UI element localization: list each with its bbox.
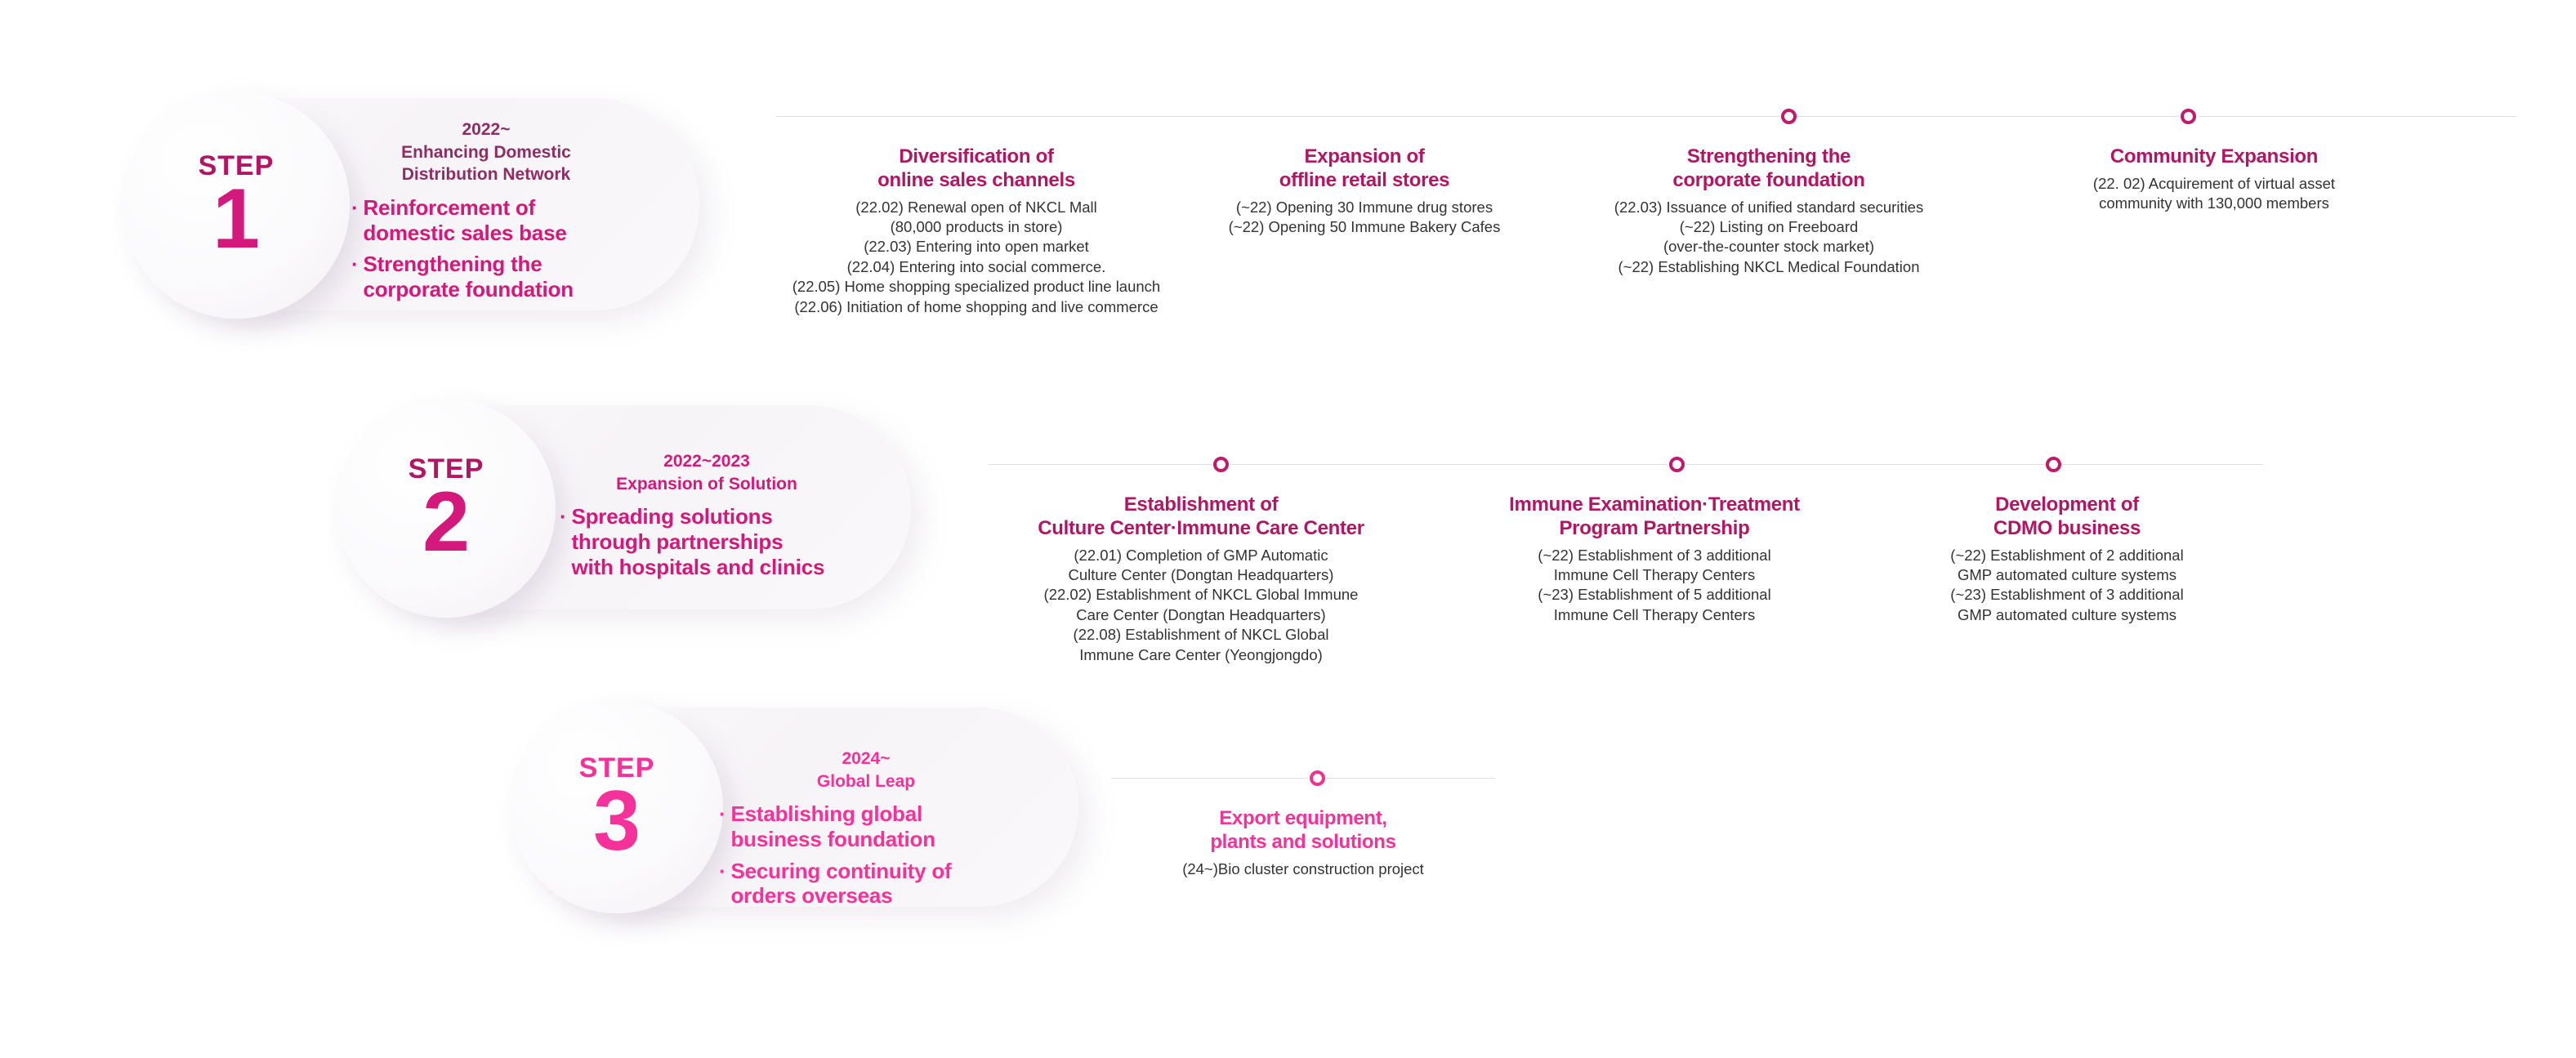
step-3-period: 2024~ bbox=[842, 749, 891, 768]
timeline-node-1[interactable] bbox=[1310, 770, 1325, 786]
timeline-node-2[interactable] bbox=[2181, 109, 2196, 124]
bullet-marker-icon: · bbox=[560, 504, 567, 529]
step-2-bullet-1 bbox=[560, 504, 854, 579]
step-1-number: 1 bbox=[212, 172, 260, 267]
step-1-text bbox=[351, 119, 621, 302]
milestone-title: Development of CDMO business bbox=[1993, 493, 2141, 539]
step-2-bullets bbox=[560, 504, 854, 579]
detail-line: (~23) Establishment of 5 additional bbox=[1538, 586, 1771, 604]
milestone-details bbox=[2002, 174, 2426, 214]
step-1-bullet-1 bbox=[351, 195, 621, 245]
timeline-line bbox=[989, 464, 2263, 465]
step-3-bullet-2 bbox=[719, 859, 1013, 908]
detail-line: (22.02) Establishment of NKCL Global Immune bbox=[1043, 586, 1359, 604]
step-2-bullet-1-text: Spreading solutions through partnerships with hospitals and clinics bbox=[571, 504, 825, 579]
timeline-node-1[interactable] bbox=[1781, 109, 1797, 124]
step-1-bullet-1-text: Reinforcement of domestic sales base bbox=[363, 194, 567, 245]
step-3-number: 3 bbox=[593, 774, 641, 869]
step-3-label: STEP bbox=[578, 752, 655, 784]
milestone-details bbox=[1446, 546, 1863, 626]
step-1-period: 2022~ bbox=[462, 120, 511, 139]
step-3-milestone-1 bbox=[1107, 807, 1499, 879]
step-1-circle bbox=[123, 92, 350, 319]
detail-line: (~22) Opening 50 Immune Bakery Cafes bbox=[1228, 218, 1501, 235]
detail-line: (~22) Opening 30 Immune drug stores bbox=[1235, 198, 1493, 216]
step-1-bullet-2-text: Strengthening the corporate foundation bbox=[363, 252, 574, 301]
step-3-bullet-1-text: Establishing global business foundation bbox=[730, 801, 935, 851]
bullet-marker-icon: · bbox=[719, 858, 726, 883]
detail-line: (~23) Establishment of 3 additional bbox=[1950, 586, 2184, 604]
milestone-details bbox=[1107, 859, 1499, 879]
step-1-bullet-2 bbox=[351, 252, 621, 301]
milestone-title: Community Expansion bbox=[2109, 145, 2319, 167]
step-2-number: 2 bbox=[422, 475, 470, 570]
step-2-milestone-1 bbox=[972, 493, 1430, 665]
milestone-title: Establishment of Culture Center·Immune Care Center bbox=[1038, 493, 1364, 539]
detail-line: (~22) Establishment of 3 additional bbox=[1538, 546, 1771, 564]
detail-line: (22.04) Entering into social commerce. bbox=[846, 257, 1106, 275]
milestone-details bbox=[972, 546, 1430, 665]
step-1-milestone-3 bbox=[1569, 145, 1969, 277]
detail-line: community with 130,000 members bbox=[2099, 194, 2329, 212]
step-2-circle bbox=[337, 399, 556, 618]
step-2-period: 2022~2023 bbox=[663, 452, 750, 471]
detail-line: (22.08) Establishment of NKCL Global bbox=[1073, 626, 1329, 644]
milestone-title: Strengthening the corporate foundation bbox=[1672, 145, 1865, 191]
detail-line: (~22) Listing on Freeboard bbox=[1679, 218, 1859, 235]
step-1-milestone-2 bbox=[1168, 145, 1560, 237]
milestone-details bbox=[739, 198, 1213, 317]
milestone-details bbox=[1871, 546, 2263, 626]
step-1-bullets bbox=[351, 195, 621, 302]
detail-line: (22.06) Initiation of home shopping and live commerce bbox=[794, 297, 1159, 315]
detail-line: Immune Cell Therapy Centers bbox=[1553, 566, 1756, 583]
node-ring-icon bbox=[1213, 457, 1229, 472]
step-3-subtitle-line-1: Global Leap bbox=[816, 771, 916, 791]
detail-line: (22.02) Renewal open of NKCL Mall bbox=[855, 198, 1097, 216]
timeline-node-3[interactable] bbox=[2046, 457, 2061, 472]
detail-line: (22.01) Completion of GMP Automatic bbox=[1074, 546, 1328, 564]
step-1-subtitle-line-1: Enhancing Domestic bbox=[401, 142, 571, 162]
step-3-bullet-1 bbox=[719, 801, 1013, 851]
step-1-subtitle-line-2: Distribution Network bbox=[401, 165, 571, 185]
step-2-label: STEP bbox=[408, 453, 484, 485]
step-3-text bbox=[719, 748, 1013, 908]
step-2-milestone-2 bbox=[1446, 493, 1863, 625]
step-3-bullets bbox=[719, 801, 1013, 908]
detail-line: (22.03) Issuance of unified standard securities bbox=[1614, 198, 1924, 216]
milestone-title: Diversification of online sales channels bbox=[877, 145, 1075, 191]
bullet-marker-icon: · bbox=[351, 252, 359, 277]
node-ring-icon bbox=[2181, 109, 2196, 124]
bullet-marker-icon: · bbox=[351, 194, 359, 220]
step-1-milestone-4 bbox=[2002, 145, 2426, 214]
node-ring-icon bbox=[1310, 770, 1325, 786]
node-ring-icon bbox=[1781, 109, 1797, 124]
timeline-line bbox=[776, 116, 2516, 117]
timeline-line bbox=[1111, 778, 1495, 779]
detail-line: (22.05) Home shopping specialized product line launch bbox=[792, 278, 1161, 296]
step-1-label: STEP bbox=[198, 150, 275, 182]
step-2-text bbox=[560, 451, 854, 579]
step-1-milestone-1 bbox=[739, 145, 1213, 317]
detail-line: (~22) Establishment of 2 additional bbox=[1950, 546, 2184, 564]
detail-line: (over-the-counter stock market) bbox=[1663, 238, 1875, 256]
milestone-title: Immune Examination·Treatment Program Partnership bbox=[1509, 493, 1800, 539]
milestone-details bbox=[1168, 198, 1560, 238]
step-3-circle bbox=[511, 701, 726, 913]
step-2-subtitle-line-1: Expansion of Solution bbox=[616, 474, 797, 493]
detail-line: (80,000 products in store) bbox=[890, 218, 1063, 235]
detail-line: GMP automated culture systems bbox=[1957, 566, 2176, 583]
detail-line: GMP automated culture systems bbox=[1957, 605, 2176, 623]
node-ring-icon bbox=[1669, 457, 1685, 472]
timeline-node-2[interactable] bbox=[1669, 457, 1685, 472]
node-ring-icon bbox=[2046, 457, 2061, 472]
detail-line: (22.03) Entering into open market bbox=[864, 238, 1089, 256]
detail-line: (22. 02) Acquirement of virtual asset bbox=[2092, 174, 2336, 192]
bullet-marker-icon: · bbox=[719, 801, 726, 827]
milestone-title: Expansion of offline retail stores bbox=[1279, 145, 1450, 191]
timeline-node-1[interactable] bbox=[1213, 457, 1229, 472]
detail-line: Immune Care Center (Yeongjongdo) bbox=[1079, 645, 1323, 663]
detail-line: (24~)Bio cluster construction project bbox=[1182, 859, 1424, 877]
detail-line: Culture Center (Dongtan Headquarters) bbox=[1068, 566, 1334, 583]
detail-line: (~22) Establishing NKCL Medical Foundation bbox=[1618, 257, 1920, 275]
detail-line: Immune Cell Therapy Centers bbox=[1553, 605, 1756, 623]
milestone-title: Export equipment, plants and solutions bbox=[1210, 807, 1396, 853]
detail-line: Care Center (Dongtan Headquarters) bbox=[1076, 605, 1326, 623]
step-2-milestone-3 bbox=[1871, 493, 2263, 625]
step-3-bullet-2-text: Securing continuity of orders overseas bbox=[730, 858, 952, 908]
milestone-details bbox=[1569, 198, 1969, 278]
